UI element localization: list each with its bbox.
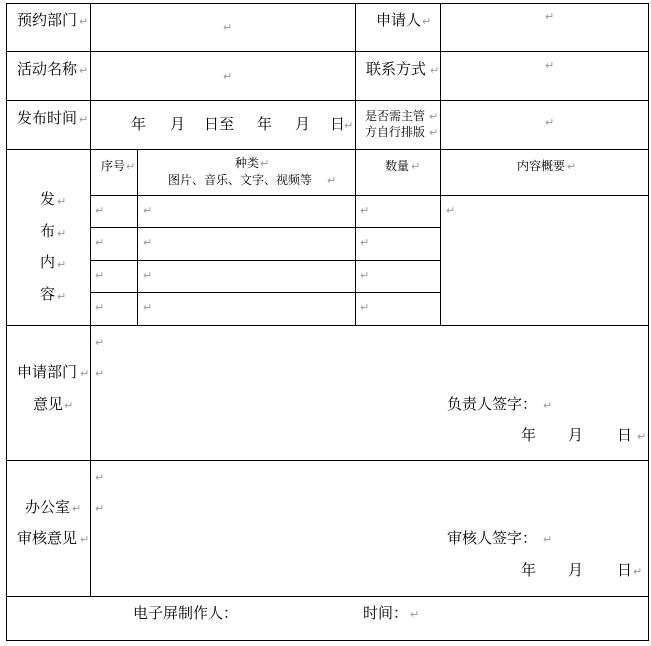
return-mark: ↵ (95, 502, 105, 515)
publish-year-2: 年 (257, 115, 273, 133)
return-mark: ↵ (545, 116, 555, 129)
footer-time-label: 时间： (363, 604, 409, 622)
return-mark: ↵ (57, 290, 67, 303)
return-mark: ↵ (446, 204, 456, 217)
contact-label: 联系方式 (366, 60, 427, 78)
return-mark: ↵ (79, 64, 89, 77)
row-line (6, 325, 649, 326)
publish-time-label: 发布时间 (17, 109, 78, 127)
col-line (440, 3, 441, 149)
return-mark: ↵ (360, 236, 370, 249)
return-mark: ↵ (360, 269, 370, 282)
header-type-line2: 图片、音乐、文字、视频等 (168, 173, 313, 187)
content-label-char-4: 容 (40, 285, 56, 303)
col-line (440, 149, 441, 325)
return-mark: ↵ (143, 236, 153, 249)
row-line (6, 596, 649, 597)
return-mark: ↵ (143, 204, 153, 217)
office-review-label-line2: 审核意见 (17, 529, 78, 547)
office-date-month: 月 (568, 561, 584, 579)
return-mark: ↵ (633, 565, 643, 578)
return-mark: ↵ (344, 119, 354, 132)
office-review-label-line1: 办公室 (25, 498, 71, 516)
return-mark: ↵ (57, 195, 67, 208)
return-mark: ↵ (410, 608, 420, 621)
return-mark: ↵ (430, 64, 440, 77)
publish-day-1: 日至 (204, 115, 235, 133)
return-mark: ↵ (360, 204, 370, 217)
col-line (355, 149, 356, 325)
return-mark: ↵ (95, 236, 105, 249)
return-mark: ↵ (429, 110, 439, 123)
border-left (6, 3, 7, 641)
header-type-line1: 种类 (235, 156, 260, 170)
return-mark: ↵ (260, 157, 270, 170)
border-bottom (6, 640, 649, 641)
office-date-year: 年 (521, 561, 537, 579)
return-mark: ↵ (223, 70, 233, 83)
return-mark: ↵ (360, 301, 370, 314)
header-seq: 序号 (101, 159, 126, 173)
border-top (6, 3, 649, 4)
return-mark: ↵ (567, 160, 577, 173)
return-mark: ↵ (95, 301, 105, 314)
office-date-day: 日 (617, 561, 633, 579)
publish-day-2: 日 (330, 115, 346, 133)
return-mark: ↵ (545, 59, 555, 72)
self-layout-label-line2: 方自行排版 (365, 125, 426, 139)
return-mark: ↵ (64, 399, 74, 412)
header-qty: 数量 (385, 159, 410, 173)
return-mark: ↵ (545, 10, 555, 23)
col-line (355, 3, 356, 149)
content-row-line (90, 260, 441, 261)
return-mark: ↵ (327, 174, 337, 187)
return-mark: ↵ (95, 471, 105, 484)
return-mark: ↵ (57, 258, 67, 271)
publish-year-1: 年 (131, 115, 147, 133)
border-right (648, 3, 649, 641)
row-line (6, 149, 649, 150)
dept-date-month: 月 (568, 426, 584, 444)
header-summary: 内容概要 (517, 159, 566, 173)
row-line (6, 460, 649, 461)
booking-dept-label: 预约部门 (17, 11, 78, 29)
col-line (90, 3, 91, 596)
return-mark: ↵ (79, 113, 89, 126)
screen-producer-label: 电子屏制作人： (133, 604, 239, 622)
return-mark: ↵ (79, 15, 89, 28)
return-mark: ↵ (126, 160, 136, 173)
return-mark: ↵ (57, 227, 67, 240)
return-mark: ↵ (72, 502, 82, 515)
row-line (6, 51, 649, 52)
return-mark: ↵ (429, 126, 439, 139)
return-mark: ↵ (223, 21, 233, 34)
return-mark: ↵ (95, 336, 105, 349)
content-row-line (90, 227, 441, 228)
return-mark: ↵ (143, 269, 153, 282)
row-line (6, 100, 649, 101)
self-layout-label-line1: 是否需主管 (365, 109, 426, 123)
activity-name-label: 活动名称 (17, 60, 78, 78)
return-mark: ↵ (411, 160, 421, 173)
dept-opinion-label-line2: 意见 (33, 395, 64, 413)
return-mark: ↵ (80, 367, 90, 380)
dept-date-day: 日 (617, 426, 633, 444)
return-mark: ↵ (95, 367, 105, 380)
content-row-line (90, 195, 649, 196)
col-line (137, 149, 138, 325)
content-row-line (90, 292, 441, 293)
responsible-signature-label: 负责人签字： (447, 395, 538, 413)
return-mark: ↵ (80, 533, 90, 546)
publish-month-2: 月 (295, 115, 311, 133)
dept-date-year: 年 (521, 426, 537, 444)
return-mark: ↵ (143, 301, 153, 314)
reviewer-signature-label: 审核人签字： (447, 529, 538, 547)
content-label-char-2: 布 (40, 222, 56, 240)
content-label-char-1: 发 (40, 190, 56, 208)
return-mark: ↵ (422, 15, 432, 28)
content-label-char-3: 内 (40, 253, 56, 271)
applicant-label: 申请人 (376, 11, 422, 29)
dept-opinion-label-line1: 申请部门 (17, 363, 78, 381)
publish-month-1: 月 (170, 115, 186, 133)
return-mark: ↵ (637, 430, 647, 443)
return-mark: ↵ (95, 204, 105, 217)
return-mark: ↵ (543, 399, 553, 412)
return-mark: ↵ (543, 533, 553, 546)
return-mark: ↵ (95, 269, 105, 282)
